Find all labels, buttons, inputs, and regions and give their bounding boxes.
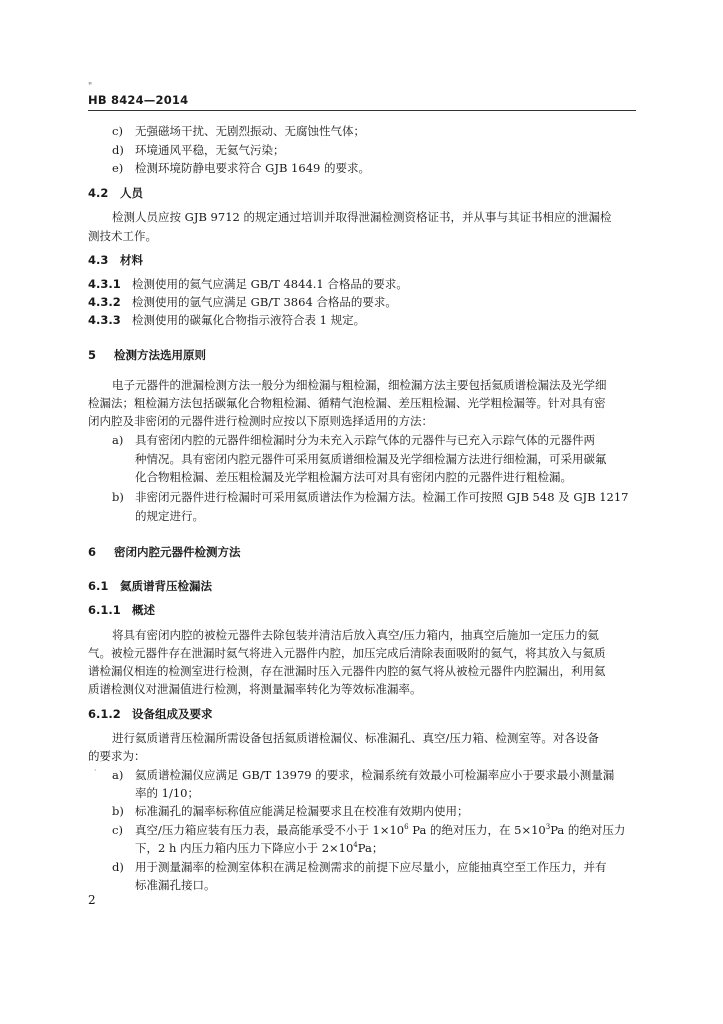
- text-run: 真空/压力箱应装有压力表，最高能承受不小于 1×10: [135, 823, 405, 837]
- section-title: 概述: [132, 603, 155, 617]
- section-6-1-heading: [88, 579, 212, 594]
- clause-text: 检测使用的氩气应满足 GB/T 3864 合格品的要求。: [132, 295, 397, 309]
- list-item-b-text: 标准漏孔的漏率标称值应能满足检漏要求且在校准有效期内使用；: [135, 804, 469, 818]
- clause-4-3-1: [88, 277, 408, 292]
- list-item-c-text: 无强磁场干扰、无剧烈振动、无腐蚀性气体；: [135, 124, 365, 138]
- section-title: 材料: [120, 253, 143, 267]
- section-title: 检测方法选用原则: [114, 348, 206, 362]
- paragraph-line: 电子元器件的泄漏检测方法一般分为细检漏与粗检漏，细检漏方法主要包括氦质谱检漏法及光学细: [112, 378, 607, 392]
- clause-text: 检测使用的碳氟化合物指示液符合表 1 规定。: [132, 313, 366, 327]
- section-title: 人员: [120, 186, 143, 200]
- paragraph-line: 质谱检测仪对泄漏值进行检测，将测量漏率转化为等效标准漏率。: [88, 682, 422, 696]
- list-item-c-line: [135, 823, 625, 838]
- list-item-b-marker: b): [112, 490, 124, 504]
- clause-text: 检测使用的氦气应满足 GB/T 4844.1 合格品的要求。: [132, 277, 408, 291]
- section-number: 6: [88, 545, 97, 559]
- section-5-heading: [88, 348, 206, 363]
- paragraph-line: 闭内腔及非密闭的元器件进行检测时应按以下原则选择适用的方法：: [88, 414, 433, 428]
- standard-code: HB 8424—2014: [88, 93, 189, 107]
- paragraph-line: 谱检漏仪相连的检测室进行检测，存在泄漏时压入元器件内腔的氦气将从被检元器件内腔漏出，利用氦: [88, 664, 606, 678]
- list-item-d-marker: d): [112, 143, 124, 157]
- list-item-a-marker: a): [112, 433, 124, 447]
- list-item-a-line: 化合物粗检漏、差压粗检漏及光学粗检漏方法可对具有密闭内腔的元器件进行粗检漏。: [135, 470, 572, 484]
- page-number: 2: [88, 893, 96, 907]
- clause-number: 4.3.2: [88, 295, 121, 309]
- section-title: 氦质谱背压检漏法: [120, 579, 212, 593]
- list-item-c-marker: c): [112, 124, 123, 138]
- clause-4-3-2: [88, 295, 397, 310]
- paragraph-line: 将具有密闭内腔的被检元器件去除包装并清洁后放入真空/压力箱内，抽真空后施加一定压力的氦: [112, 628, 599, 642]
- section-number: 4.2: [88, 186, 109, 200]
- section-title: 设备组成及要求: [132, 707, 213, 721]
- clause-4-3-3: [88, 313, 365, 328]
- list-item-d-marker: d): [112, 860, 124, 874]
- list-item-d-line: 标准漏孔接口。: [135, 878, 216, 892]
- stray-mark: ·: [94, 766, 97, 775]
- section-title: 密闭内腔元器件检测方法: [114, 545, 241, 559]
- header-mark: ": [88, 82, 93, 92]
- paragraph-line: 进行氦质谱背压检漏所需设备包括氦质谱检漏仪、标准漏孔、真空/压力箱、检测室等。对各设备: [112, 731, 599, 745]
- text-run: Pa 的绝对压力，在 5×10: [408, 823, 546, 837]
- list-item-b-line: 的规定进行。: [135, 509, 204, 523]
- list-item-a-line: 氦质谱检漏仪应满足 GB/T 13979 的要求，检漏系统有效最小可检漏率应小于要求最小测量漏: [135, 768, 615, 782]
- list-item-a-line: 种情况。具有密闭内腔元器件可采用氦质谱细检漏及光学细检漏方法进行细检漏，可采用碳氟: [135, 452, 607, 466]
- section-6-1-2-heading: [88, 707, 213, 722]
- text-run: Pa 的绝对压力: [550, 823, 626, 837]
- paragraph-line: 气。被检元器件存在泄漏时氦气将进入元器件内腔，加压完成后清除表面吸附的氦气，将其放入与氦质: [88, 646, 606, 660]
- list-item-e-marker: e): [112, 161, 124, 175]
- section-6-heading: [88, 545, 241, 560]
- section-number: 6.1.1: [88, 603, 121, 617]
- clause-number: 4.3.3: [88, 313, 121, 327]
- text-run: Pa；: [357, 841, 384, 855]
- paragraph-line: 检漏法；粗检漏方法包括碳氟化合物粗检漏、循精气泡检漏、差压粗检漏、光学粗检漏等。针对具有密: [88, 396, 606, 410]
- list-item-e-text: 检测环境防静电要求符合 GJB 1649 的要求。: [135, 161, 370, 175]
- paragraph-line: 检测人员应按 GJB 9712 的规定通过培训并取得泄漏检测资格证书，并从事与其证书相应的泄漏检: [112, 210, 612, 224]
- section-4-2-heading: [88, 186, 143, 201]
- list-item-b-marker: b): [112, 804, 124, 818]
- exponent: 4: [353, 841, 358, 850]
- section-number: 4.3: [88, 253, 109, 267]
- exponent: 3: [545, 823, 551, 832]
- list-item-a-marker: a): [112, 768, 124, 782]
- header-divider: [88, 110, 636, 111]
- section-4-3-heading: [88, 253, 143, 268]
- section-number: 6.1: [88, 579, 109, 593]
- section-number: 6.1.2: [88, 707, 121, 721]
- text-run: 下，2 h 内压力箱内压力下降应小于 2×10: [135, 841, 354, 855]
- paragraph-line: 的要求为：: [88, 749, 146, 763]
- list-item-c-marker: c): [112, 823, 123, 837]
- clause-number: 4.3.1: [88, 277, 121, 291]
- list-item-c-line: [135, 841, 383, 856]
- exponent: 6: [404, 823, 409, 832]
- section-6-1-1-heading: [88, 603, 155, 618]
- list-item-d-text: 环境通风平稳，无氦气污染；: [135, 143, 285, 157]
- list-item-b-line: 非密闭元器件进行检漏时可采用氦质谱法作为检漏方法。检漏工作可按照 GJB 548 及 GJB 1217: [135, 490, 629, 504]
- paragraph-line: 测技术工作。: [88, 229, 157, 243]
- list-item-a-line: 率的 1/10；: [135, 786, 199, 800]
- list-item-a-line: 具有密闭内腔的元器件细检漏时分为未充入示踪气体的元器件与已充入示踪气体的元器件两: [135, 433, 595, 447]
- list-item-d-line: 用于测量漏率的检测室体积在满足检测需求的前提下应尽量小，应能抽真空至工作压力，并有: [135, 860, 607, 874]
- section-number: 5: [88, 348, 97, 362]
